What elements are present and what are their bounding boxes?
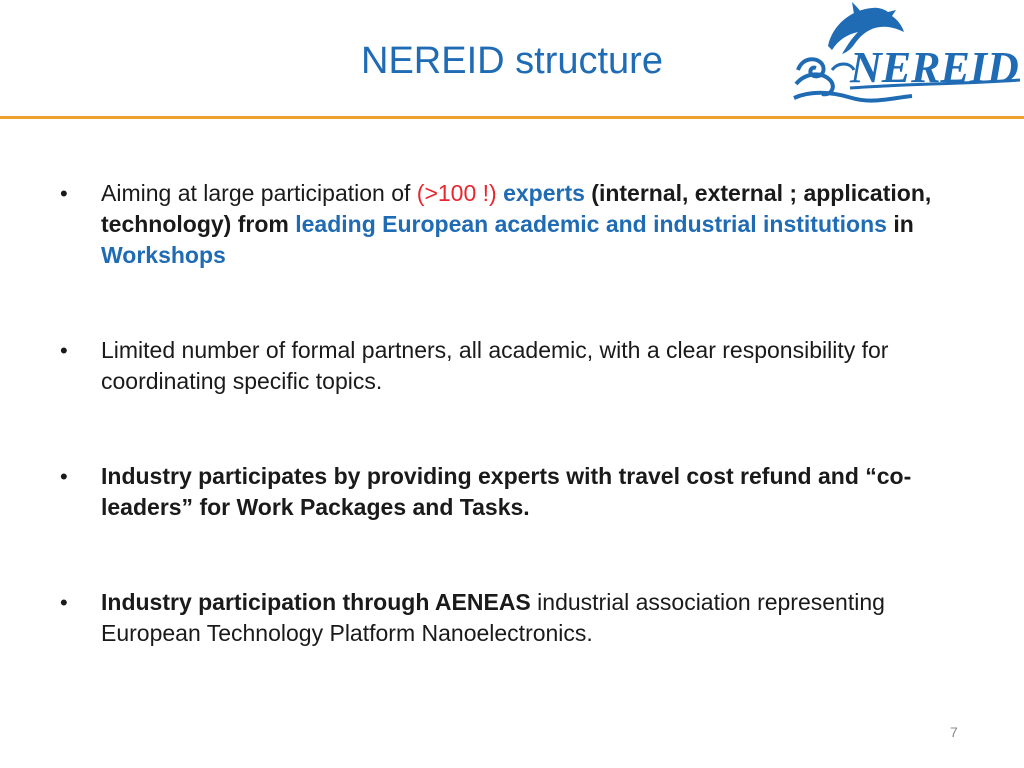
logo-text: NEREID <box>850 43 1019 92</box>
bullet-text <box>101 178 961 271</box>
bullet-1-seg-7: Workshops <box>101 242 226 268</box>
bullet-marker: • <box>60 464 68 489</box>
bullet-4-seg-2: industrial association representing European Technology Platform Nanoelectronics. <box>101 589 885 646</box>
slide-title: NEREID structure <box>361 40 663 82</box>
bullet-1-seg-4: (internal, external ; application, technology) from <box>101 180 932 237</box>
bullet-text <box>101 461 961 523</box>
bullet-3-seg-1: Industry participates by providing experts with travel cost refund and “co-leaders” for Work Packages and Tasks. <box>101 463 912 520</box>
bullet-1-seg-5: leading European academic and industrial institutions <box>288 211 887 237</box>
bullet-text <box>101 587 961 649</box>
bullet-1-seg-6: in <box>886 211 914 237</box>
bullet-2-seg-1: Limited number of formal partners, all academic, with a clear responsibility for coordinating specific topics. <box>101 337 889 394</box>
bullet-1-seg-3: experts <box>496 180 585 206</box>
bullet-text <box>101 335 961 397</box>
bullet-marker: • <box>60 590 68 615</box>
bullet-4-seg-1: Industry participation through AENEAS <box>101 589 531 615</box>
bullet-marker: • <box>60 181 68 206</box>
bullet-1-seg-2: (>100 !) <box>416 180 497 206</box>
bullet-marker: • <box>60 338 68 363</box>
bullet-1-seg-1: Aiming at large participation of <box>101 180 417 206</box>
page-number: 7 <box>950 724 958 740</box>
